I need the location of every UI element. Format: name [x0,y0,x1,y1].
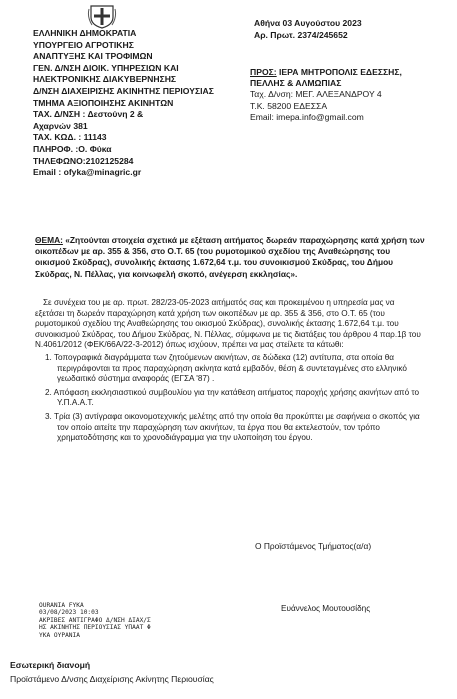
recipient-label: ΠΡΟΣ: [250,67,277,77]
recipient-email: Email: imepa.info@gmail.com [250,111,364,122]
list-item: 3. Τρία (3) αντίγραφα οικονομοτεχνικής μελέτης από την οποία θα προκύπτει με σαφήνεια ο σκοπός για τον οποίο αιτείτε την παραχώρηση των ακινήτων, τα έργα που θα εκτελεστούν, τον τρόπο χρηματοδότησης και το χρονοδιάγραμμα για την υλοποίηση του έργου. [45,411,420,443]
stamp-line: OURANIA FYKA [39,602,84,609]
document-date: Αθήνα 03 Αυγούστου 2023 [254,18,362,28]
subject-block [35,235,425,280]
sender-line: ΤΑΧ. Δ/ΝΣΗ : Δεστούνη 2 & [33,109,144,120]
certified-copy-stamp [39,602,151,639]
requirements-list [35,353,425,444]
signatory-role: Ο Προϊστάμενος Τμήματος(α/α) [255,541,372,551]
internal-distribution [10,658,214,686]
sender-line: ΥΠΟΥΡΓΕΙΟ ΑΓΡΟΤΙΚΗΣ [33,39,134,50]
recipient-block [250,67,402,123]
letter-body [35,298,425,447]
sender-line: ΠΛΗΡΟΦ. :Ο. Φύκα [33,143,112,154]
sender-line: Δ/ΝΣΗ ΔΙΑΧΕΙΡΙΣΗΣ ΑΚΙΝΗΤΗΣ ΠΕΡΙΟΥΣΙΑΣ [33,85,214,96]
internal-distribution-recipient: Προϊστάμενο Δ/νσης Διαχείρισης Ακίνητης Περιουσίας [10,674,214,684]
sender-line: ΕΛΛΗΝΙΚΗ ΔΗΜΟΚΡΑΤΙΑ [33,28,137,38]
sender-line: ΤΗΛΕΦΩΝΟ:2102125284 [33,155,134,166]
document-header [254,17,362,41]
recipient-name: ΙΕΡΑ ΜΗΤΡΟΠΟΛΙΣ ΕΔΕΣΣΗΣ, [276,67,402,77]
sender-line: ΤΜΗΜΑ ΑΞΙΟΠΟΙΗΣΗΣ ΑΚΙΝΗΤΩΝ [33,97,174,108]
sender-line: ΤΑΧ. ΚΩΔ. : 11143 [33,132,107,143]
internal-distribution-heading: Εσωτερική διανομή [10,660,91,670]
subject-text: «Ζητούνται στοιχεία σχετικά με εξέταση αιτήματος δωρεάν παραχώρησης κατά χρήση των οικοπέδων με αρ. 355 & 356, στο Ο.Τ. 65 (του ρυμοτομικού σχεδίου της Αναθεώρησης του οικισμού Σκύδρας), συνολικής έκτασης 1.672,64 τ.μ. του συνοικισμού Σκύδρας, του Δήμου Σκύδρας, Ν. Πέλλας, για κοινωφελή σκοπό, ανέγερση εκκλησίας». [35,235,425,279]
stamp-line: ΑΚΡΙΒΕΣ ΑΝΤΙΓΡΑΦΟ Δ/ΝΣΗ ΔΙΑΧ/Σ [39,616,151,624]
list-item: 1. Τοπογραφικά διαγράμματα των ζητούμενων ακινήτων, σε δώδεκα (12) αντίτυπα, στα οποία θα περιγράφονται τα προς παραχώρηση ακίνητα κατά εμβαδόν, θέση & συντεταγμένες στο ελληνικό γεωδαιτικό σύστημα αναφοράς (ΕΓΣΑ '87) . [45,352,407,384]
recipient-name-cont: ΠΕΛΛΗΣ & ΑΛΜΩΠΙΑΣ [250,78,342,89]
body-intro: Σε συνέχεια του με αρ. πρωτ. 282/23-05-2023 αιτήματός σας και προκειμένου η υπηρεσία μας να εξετάσει τη δωρεάν παραχώρηση κατά χρήση των οικοπέδων με αρ. 355 & 356, στο Ο.Τ. 65 (του ρυμοτομικού σχεδίου της Αναθεώρησης του οικισμού Σκύδρας), συνολικής έκτασης 1.672,64 τ.μ. του συνοικισμού Σκύδρας, του Δήμου Σκύδρας, Ν. Πέλλας, σύμφωνα με τις διατάξεις του άρθρου 4 παρ.1β του Ν.4061/2012 (ΦΕΚ/66Α/22-3-2012) όπως ισχύουν, πρέπει να μας στείλετε τα κάτωθι: [35,298,421,350]
protocol-number: Αρ. Πρωτ. 2374/245652 [254,30,348,40]
sender-line: ΗΛΕΚΤΡΟΝΙΚΗΣ ΔΙΑΚΥΒΕΡΝΗΣΗΣ [33,74,177,85]
recipient-address: Ταχ. Δ/νση: ΜΕΓ. ΑΛΕΞΑΝΔΡΟΥ 4 [250,89,382,100]
recipient-postcode: Τ.Κ. 58200 ΕΔΕΣΣΑ [250,100,328,111]
subject-label: ΘΕΜΑ: [35,235,63,245]
stamp-line: 03/08/2023 10:03 [39,609,99,617]
sender-line: Αχαρνών 381 [33,120,88,131]
list-item: 2. Απόφαση εκκλησιαστικού συμβουλίου για την κατάθεση αιτήματος παροχής χρήσης ακινήτων από το Υ.Π.Α.Α.Τ. [45,387,420,408]
sender-line: ΓΕΝ. Δ/ΝΣΗ ΔΙΟΙΚ. ΥΠΗΡΕΣΙΩΝ ΚΑΙ [33,62,179,73]
stamp-line: ΥΚΑ ΟΥΡΑΝΙΑ [39,631,80,639]
stamp-line: ΗΣ ΑΚΙΝΗΤΗΣ ΠΕΡΙΟΥΣΙΑΣ ΥΠΑΑΤ Φ [39,624,151,632]
signatory-name: Ευάννελος Μουτουσίδης [281,604,371,613]
sender-block [33,28,214,179]
hellenic-republic-emblem [87,3,117,29]
sender-line: ΑΝΑΠΤΥΞΗΣ ΚΑΙ ΤΡΟΦΙΜΩΝ [33,51,153,62]
sender-email: Email : ofyka@minagric.gr [33,167,142,178]
